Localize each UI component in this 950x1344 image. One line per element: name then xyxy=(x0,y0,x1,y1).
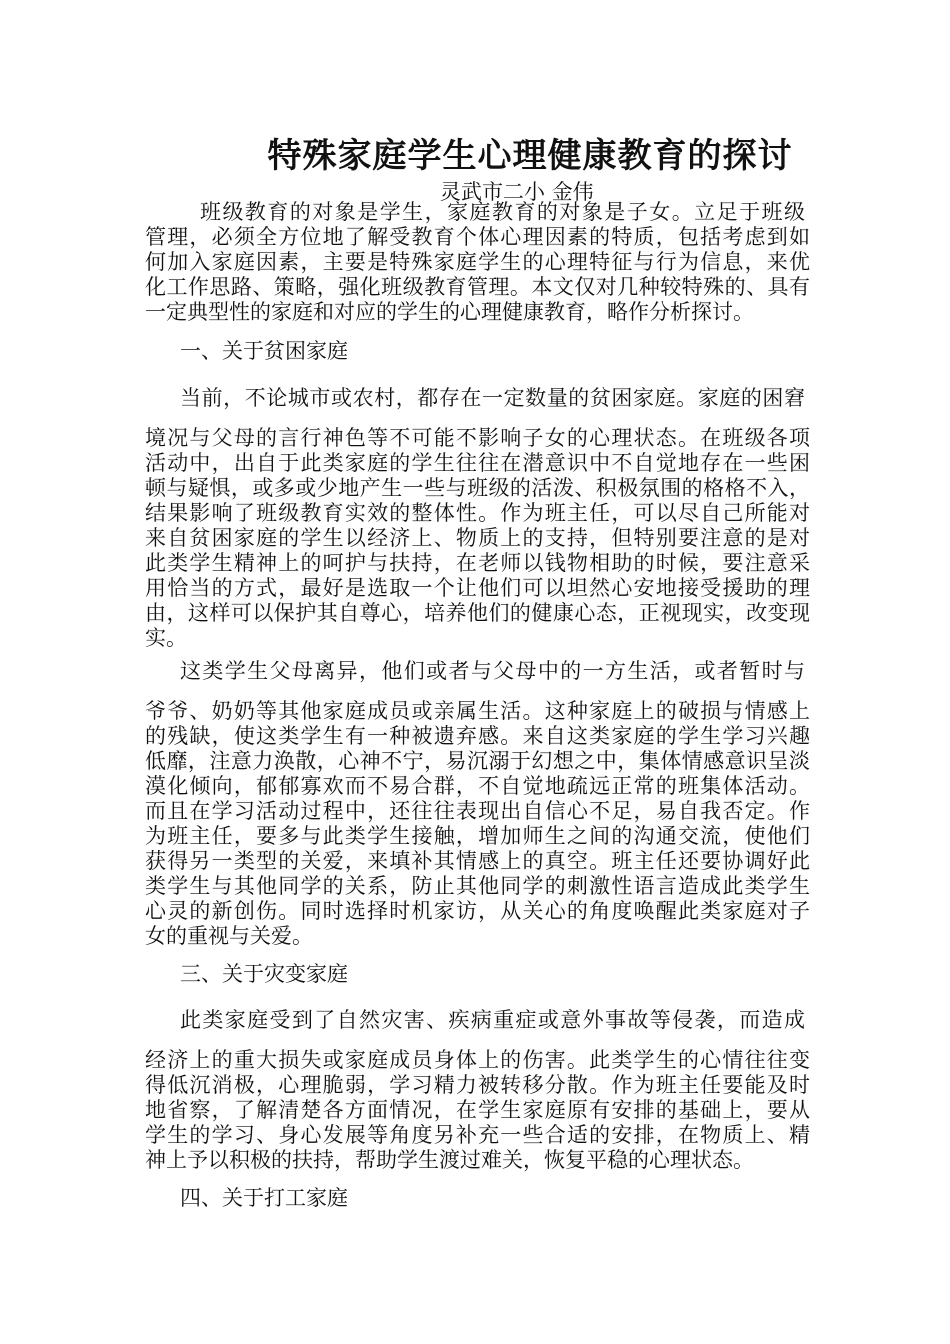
paragraph-line: 女的重视与关爱。 xyxy=(145,924,313,948)
paragraph-line: 爷爷、奶奶等其他家庭成员或亲属生活。这种家庭上的破损与情感上 xyxy=(145,699,810,723)
paragraph-line: 活动中，出自于此类家庭的学生往往在潜意识中不自觉地存在一些困 xyxy=(145,451,810,475)
section-heading: 一、关于贫困家庭 xyxy=(180,339,348,363)
paragraph-line: 结果影响了班级教育实效的整体性。作为班主任，可以尽自己所能对 xyxy=(145,501,810,525)
paragraph-line: 此类学生精神上的呵护与扶持，在老师以钱物相助的时候，要注意采 xyxy=(145,551,810,575)
section-heading: 三、关于灾变家庭 xyxy=(180,962,348,986)
intro-line: 一定典型性的家庭和对应的学生的心理健康教育，略作分析探讨。 xyxy=(145,300,754,324)
paragraph-line: 用恰当的方式，最好是选取一个让他们可以坦然心安地接受援助的理 xyxy=(145,576,810,600)
paragraph-line: 地省察，了解清楚各方面情况，在学生家庭原有安排的基础上，要从 xyxy=(145,1098,810,1122)
paragraph-line: 低靡，注意力涣散，心神不宁，易沉溺于幻想之中，集体情感意识呈淡 xyxy=(145,749,810,773)
paragraph-line: 得低沉消极，心理脆弱，学习精力被转移分散。作为班主任要能及时 xyxy=(145,1073,810,1097)
section-heading: 四、关于打工家庭 xyxy=(180,1186,348,1210)
document-title: 特殊家庭学生心理健康教育的探讨 xyxy=(267,136,793,176)
intro-line: 何加入家庭因素，主要是特殊家庭学生的心理特征与行为信息，来优 xyxy=(145,250,810,274)
paragraph-line: 为班主任，要多与此类学生接触，增加师生之间的沟通交流，使他们 xyxy=(145,824,810,848)
paragraph-line: 由，这样可以保护其自尊心，培养他们的健康心态，正视现实，改变现 xyxy=(145,601,810,625)
document-author: 灵武市二小 金伟 xyxy=(440,180,594,204)
paragraph-line: 来自贫困家庭的学生以经济上、物质上的支持，但特别要注意的是对 xyxy=(145,526,810,550)
intro-line: 化工作思路、策略，强化班级教育管理。本文仅对几种较特殊的、具有 xyxy=(145,275,810,299)
paragraph-line: 境况与父母的言行神色等不可能不影响子女的心理状态。在班级各项 xyxy=(145,426,810,450)
paragraph-line: 心灵的新创伤。同时选择时机家访，从关心的角度唤醒此类家庭对子 xyxy=(145,899,810,923)
paragraph-line: 获得另一类型的关爱，来填补其情感上的真空。班主任还要协调好此 xyxy=(145,849,810,873)
paragraph-line: 经济上的重大损失或家庭成员身体上的伤害。此类学生的心情往往变 xyxy=(145,1048,810,1072)
paragraph-line: 这类学生父母离异，他们或者与父母中的一方生活，或者暂时与 xyxy=(180,659,805,683)
paragraph-line: 而且在学习活动过程中，还往往表现出自信心不足，易自我否定。作 xyxy=(145,799,810,823)
paragraph-line: 学生的学习、身心发展等角度另补充一些合适的安排，在物质上、精 xyxy=(145,1123,810,1147)
paragraph-line: 此类家庭受到了自然灾害、疾病重症或意外事故等侵袭，而造成 xyxy=(180,1008,805,1032)
paragraph-line: 神上予以积极的扶持，帮助学生渡过难关，恢复平稳的心理状态。 xyxy=(145,1148,754,1172)
paragraph-line: 的残缺，使这类学生有一种被遗弃感。来自这类家庭的学生学习兴趣 xyxy=(145,724,810,748)
paragraph-line: 类学生与其他同学的关系，防止其他同学的刺激性语言造成此类学生 xyxy=(145,874,810,898)
intro-line: 管理，必须全方位地了解受教育个体心理因素的特质，包括考虑到如 xyxy=(145,225,810,249)
paragraph-line: 实。 xyxy=(145,626,187,650)
paragraph-line: 当前，不论城市或农村，都存在一定数量的贫困家庭。家庭的困窘 xyxy=(180,386,805,410)
intro-line: 班级教育的对象是学生，家庭教育的对象是子女。立足于班级 xyxy=(200,200,805,224)
paragraph-line: 漠化倾向，郁郁寡欢而不易合群，不自觉地疏远正常的班集体活动。 xyxy=(145,774,810,798)
paragraph-line: 顿与疑惧，或多或少地产生一些与班级的活泼、积极氛围的格格不入， xyxy=(145,476,810,500)
